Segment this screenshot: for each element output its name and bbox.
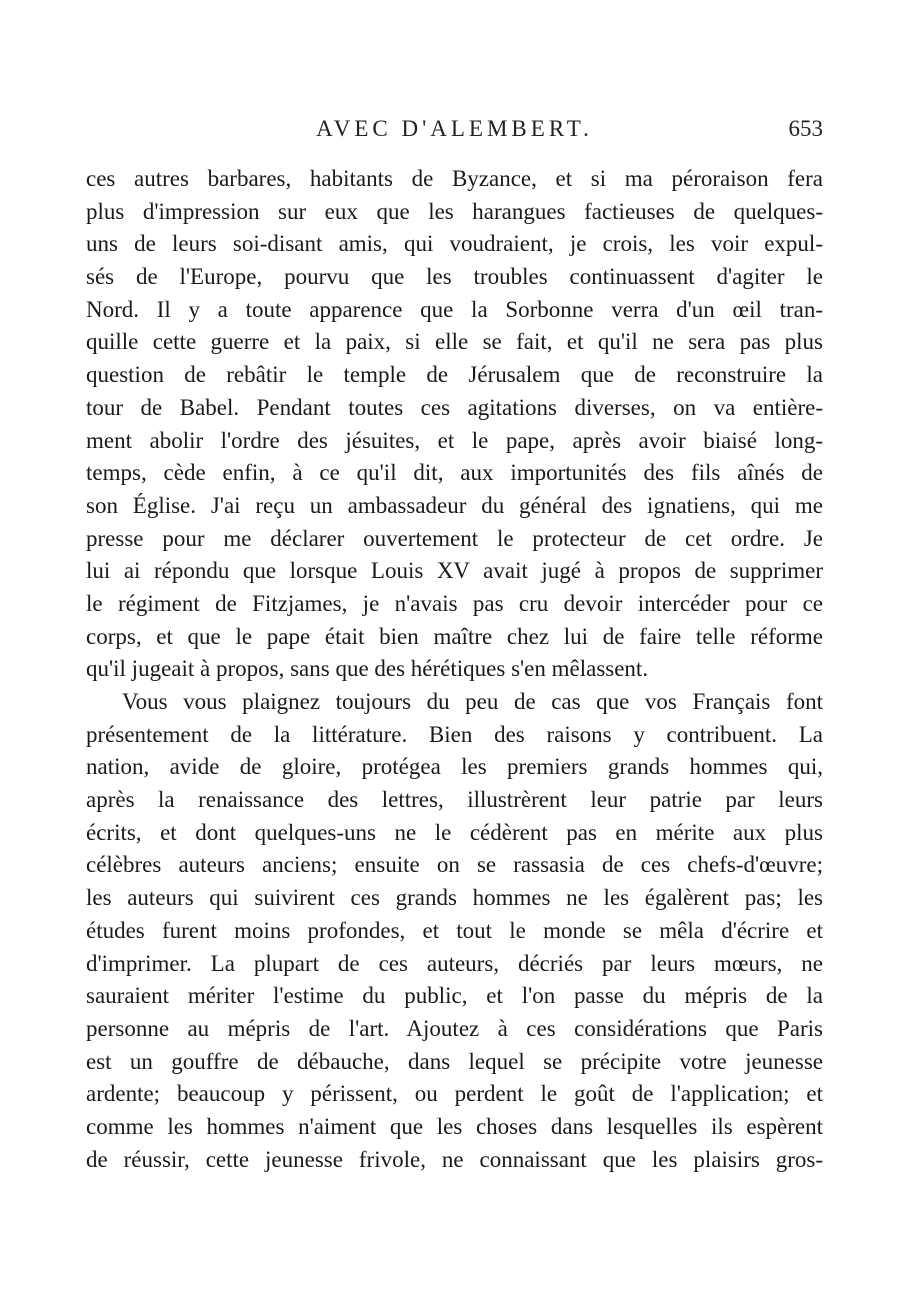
text-line: écrits, et dont quelques-uns ne le cédèrent pas en mérite aux plus xyxy=(86,819,823,845)
text-line: corps, et que le pape était bien maître chez lui de faire telle réforme xyxy=(86,623,823,649)
page-header xyxy=(86,116,823,150)
text-line: plus d'impression sur eux que les harangues factieuses de quelques- xyxy=(86,198,823,224)
text-line: Vous vous plaignez toujours du peu de cas que vos Français font xyxy=(122,689,823,714)
text-line: de réussir, cette jeunesse frivole, ne connaissant que les plaisirs gros- xyxy=(86,1146,823,1172)
text-line: question de rebâtir le temple de Jérusalem que de reconstruire la xyxy=(86,362,823,388)
text-line: quille cette guerre et la paix, si elle se fait, et qu'il ne sera pas plus xyxy=(86,329,823,355)
text-line: présentement de la littérature. Bien des raisons y contribuent. La xyxy=(86,721,823,747)
text-line: sauraient mériter l'estime du public, et l'on passe du mépris de la xyxy=(86,983,823,1009)
text-line: d'imprimer. La plupart de ces auteurs, décriés par leurs mœurs, ne xyxy=(86,950,823,976)
running-head: AVEC D'ALEMBERT. xyxy=(316,116,593,141)
text-line: le régiment de Fitzjames, je n'avais pas cru devoir intercéder pour ce xyxy=(86,590,823,616)
text-line: études furent moins profondes, et tout le monde se mêla d'écrire et xyxy=(86,917,823,943)
text-line: ces autres barbares, habitants de Byzance, et si ma péroraison fera xyxy=(86,166,823,191)
body-text xyxy=(86,163,823,1176)
text-line: après la renaissance des lettres, illustrèrent leur patrie par leurs xyxy=(86,787,823,813)
text-line: sés de l'Europe, pourvu que les troubles continuassent d'agiter le xyxy=(86,264,823,290)
text-line: tour de Babel. Pendant toutes ces agitations diverses, on va entière- xyxy=(86,394,823,420)
text-line: ment abolir l'ordre des jésuites, et le pape, après avoir biaisé long- xyxy=(86,427,823,453)
text-line: nation, avide de gloire, protégea les premiers grands hommes qui, xyxy=(86,754,823,780)
text-line: ardente; beaucoup y périssent, ou perdent le goût de l'application; et xyxy=(86,1081,823,1107)
text-line: presse pour me déclarer ouvertement le protecteur de cet ordre. Je xyxy=(86,525,823,551)
paragraph xyxy=(86,686,823,1176)
paragraph xyxy=(86,163,823,686)
text-line: comme les hommes n'aiment que les choses dans lesquelles ils espèrent xyxy=(86,1113,823,1139)
text-line: célèbres auteurs anciens; ensuite on se rassasia de ces chefs-d'œuvre; xyxy=(86,852,823,878)
text-line: Nord. Il y a toute apparence que la Sorbonne verra d'un œil tran- xyxy=(86,296,823,322)
text-line: qu'il jugeait à propos, sans que des hérétiques s'en mêlassent. xyxy=(86,656,649,682)
page-number: 653 xyxy=(788,116,823,141)
text-line: est un gouffre de débauche, dans lequel se précipite votre jeunesse xyxy=(86,1048,823,1074)
text-line: son Église. J'ai reçu un ambassadeur du général des ignatiens, qui me xyxy=(86,492,823,518)
text-line: les auteurs qui suivirent ces grands hommes ne les égalèrent pas; les xyxy=(86,885,823,911)
text-line: temps, cède enfin, à ce qu'il dit, aux importunités des fils aînés de xyxy=(86,460,823,486)
text-line: personne au mépris de l'art. Ajoutez à ces considérations que Paris xyxy=(86,1015,823,1041)
text-line: uns de leurs soi-disant amis, qui voudraient, je crois, les voir expul- xyxy=(86,231,823,257)
text-line: lui ai répondu que lorsque Louis XV avait jugé à propos de supprimer xyxy=(86,558,823,584)
